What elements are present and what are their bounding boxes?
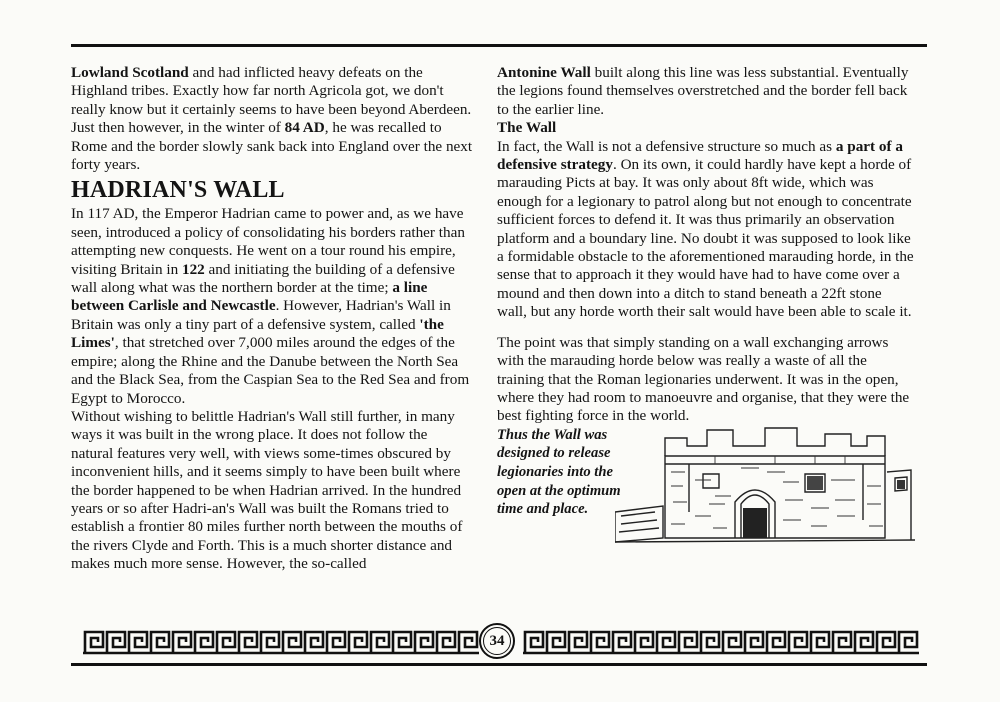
right-column: [497, 64, 915, 538]
footer-band: [71, 618, 927, 666]
right-paragraph-3: [497, 334, 915, 426]
top-rule: [71, 44, 927, 47]
greek-key-border-left: [83, 629, 479, 655]
bold-text-run: 122: [181, 260, 205, 278]
greek-key-border-right: [523, 629, 919, 655]
text-run: . However, Hadrian's Wall in Britain was only a tiny part of a defensive system, called: [71, 297, 451, 333]
left-paragraph-2: [71, 205, 473, 407]
caption-area: [497, 426, 915, 538]
text-run: built along this line was less substantial. Eventually the legions found themselves overstretched and the border fell back to the earlier line.: [497, 64, 909, 118]
text-run: In fact, the Wall is not a defensive structure so much as: [497, 137, 836, 155]
text-run: , that stretched over 7,000 miles around the edges of the empire; along the Rhine and the Danube between the North Sea and the Black Sea, from the Caspian Sea to the Red Sea and from Egypt to Morocco.: [71, 334, 470, 407]
text-run: and initiating the building of a defensive wall along what was the northern border at the time;: [71, 260, 455, 297]
illustration-caption: Thus the Wall was designed to release legionaries into the open at the optimum time and place.: [497, 426, 621, 518]
section-heading: HADRIAN'S WALL: [71, 177, 285, 204]
fort-illustration: [615, 416, 915, 546]
left-paragraph-3: [71, 408, 473, 574]
subheading: The Wall: [497, 119, 557, 137]
text-run: . On its own, it could hardly have kept a horde of marauding Picts at bay. It was only about 8ft wide, which was enough for a legionary to patrol along but not enough to concentrate sufficient forces to defend it. It was thus primarily an observation platform and a boundary line. No doubt it was supposed to look like a formidable obstacle to the aforementioned marauding horde, in the sense that to approach it they would have had to have come over a mound and then down into a ditch to stand beneath a 22ft stone wall, but any horde worth their salt would have been able to scale it.: [497, 156, 914, 321]
bold-text-run: a part of a defensive strategy: [497, 137, 903, 174]
text-run: The point was that simply standing on a wall exchanging arrows with the marauding horde below was really a waste of all the training that the Roman legionaries underwent. It was in the open, where they had room to manoeuvre and organise, that they were the best fighting force in the world.: [497, 333, 910, 425]
text-run: , he was recalled to Rome and the border slowly sank back into England over the next forty years.: [71, 119, 473, 174]
bold-text-run: 'the Limes': [71, 315, 444, 352]
right-paragraph-2: [497, 138, 915, 322]
bold-text-run: 84 AD: [284, 119, 325, 137]
left-column: [71, 64, 473, 574]
bottom-rule: [71, 663, 927, 666]
right-paragraph-1: [497, 64, 915, 119]
text-run: Without wishing to belittle Hadrian's Wall still further, in many ways it was built in the wrong place. It does not follow the natural features very well, with views some-times obscured by inconvenient hills, and it seems simply to have been built where the border happened to be when Hadrian arrived. In the hundred years or so after Hadri-an's Wall was built the Romans tried to establish a frontier 80 miles further north between the mouths of the rivers Clyde and Forth. This is a much shorter distance and makes much more sense. However, the so-called: [71, 407, 463, 573]
bold-text-run: a line between Carlisle and Newcastle: [71, 279, 428, 315]
bold-text-run: Lowland Scotland: [71, 64, 189, 81]
page-number: 34: [479, 623, 515, 659]
bold-text-run: Antonine Wall: [497, 64, 591, 81]
text-run: and had inflicted heavy defeats on the Highland tribes. Exactly how far north Agricola got, we don't really know but it certainly seems to have been beyond Aberdeen. Just then however, in the winter of: [71, 64, 472, 137]
text-run: In 117 AD, the Emperor Hadrian came to power and, as we have seen, introduced a policy of consolidating his borders rather than attempting new conquests. He went on a tour round his empire, visiting Britain in: [71, 205, 465, 278]
left-paragraph-1: [71, 64, 473, 174]
